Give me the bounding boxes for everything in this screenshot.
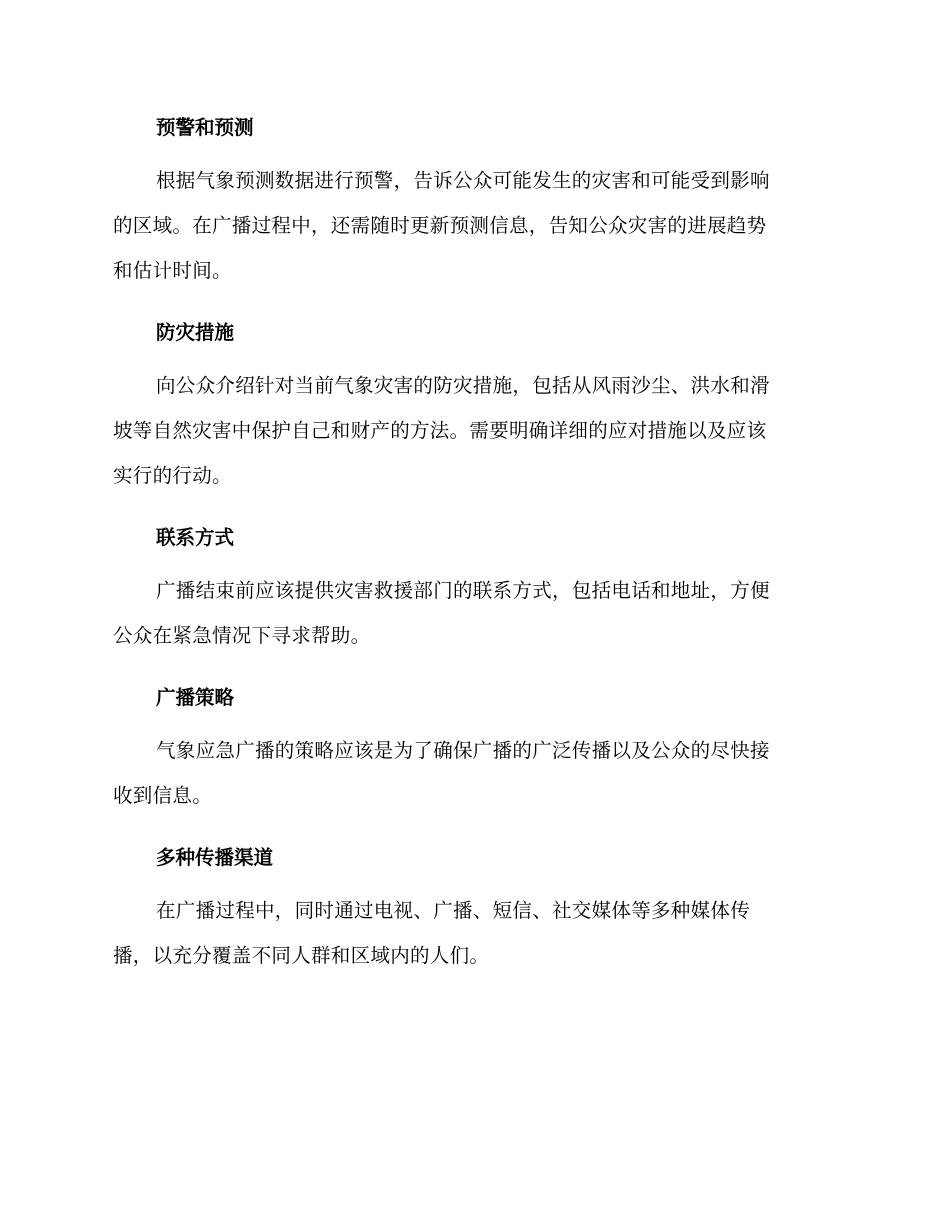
section-paragraph [113,363,833,498]
section-paragraph [113,568,833,658]
section-contact [113,515,833,658]
paragraph-line: 向公众介绍针对当前气象灾害的防灾措施，包括从风雨沙尘、洪水和滑 [156,374,770,397]
paragraph-line: 坡等自然灾害中保护自己和财产的方法。需要明确详细的应对措施以及应该 [113,419,767,442]
section-channels [113,835,833,978]
section-heading: 广播策略 [156,686,235,709]
paragraph-line: 的区域。在广播过程中，还需随时更新预测信息，告知公众灾害的进展趋势 [113,214,767,237]
paragraph-line: 和估计时间。 [113,259,232,282]
section-broadcast-strategy [113,675,833,818]
paragraph-line: 广播结束前应该提供灾害救援部门的联系方式，包括电话和地址，方便 [156,579,770,602]
section-disaster-prevention [113,310,833,498]
paragraph-line: 根据气象预测数据进行预警，告诉公众可能发生的灾害和可能受到影响 [156,169,770,192]
paragraph-line: 气象应急广播的策略应该是为了确保广播的广泛传播以及公众的尽快接 [156,739,770,762]
section-paragraph [113,158,833,293]
paragraph-line: 公众在紧急情况下寻求帮助。 [113,624,371,647]
paragraph-line: 实行的行动。 [113,464,232,487]
paragraph-line: 在广播过程中，同时通过电视、广播、短信、社交媒体等多种媒体传 [156,899,751,922]
section-heading: 联系方式 [156,526,235,549]
paragraph-line: 播，以充分覆盖不同人群和区域内的人们。 [113,944,490,967]
paragraph-line: 收到信息。 [113,784,213,807]
section-heading: 多种传播渠道 [156,846,274,869]
document-body [113,105,833,995]
section-paragraph [113,728,833,818]
section-paragraph [113,888,833,978]
section-heading: 预警和预测 [156,116,254,139]
section-warning-forecast [113,105,833,293]
section-heading: 防灾措施 [156,321,235,344]
